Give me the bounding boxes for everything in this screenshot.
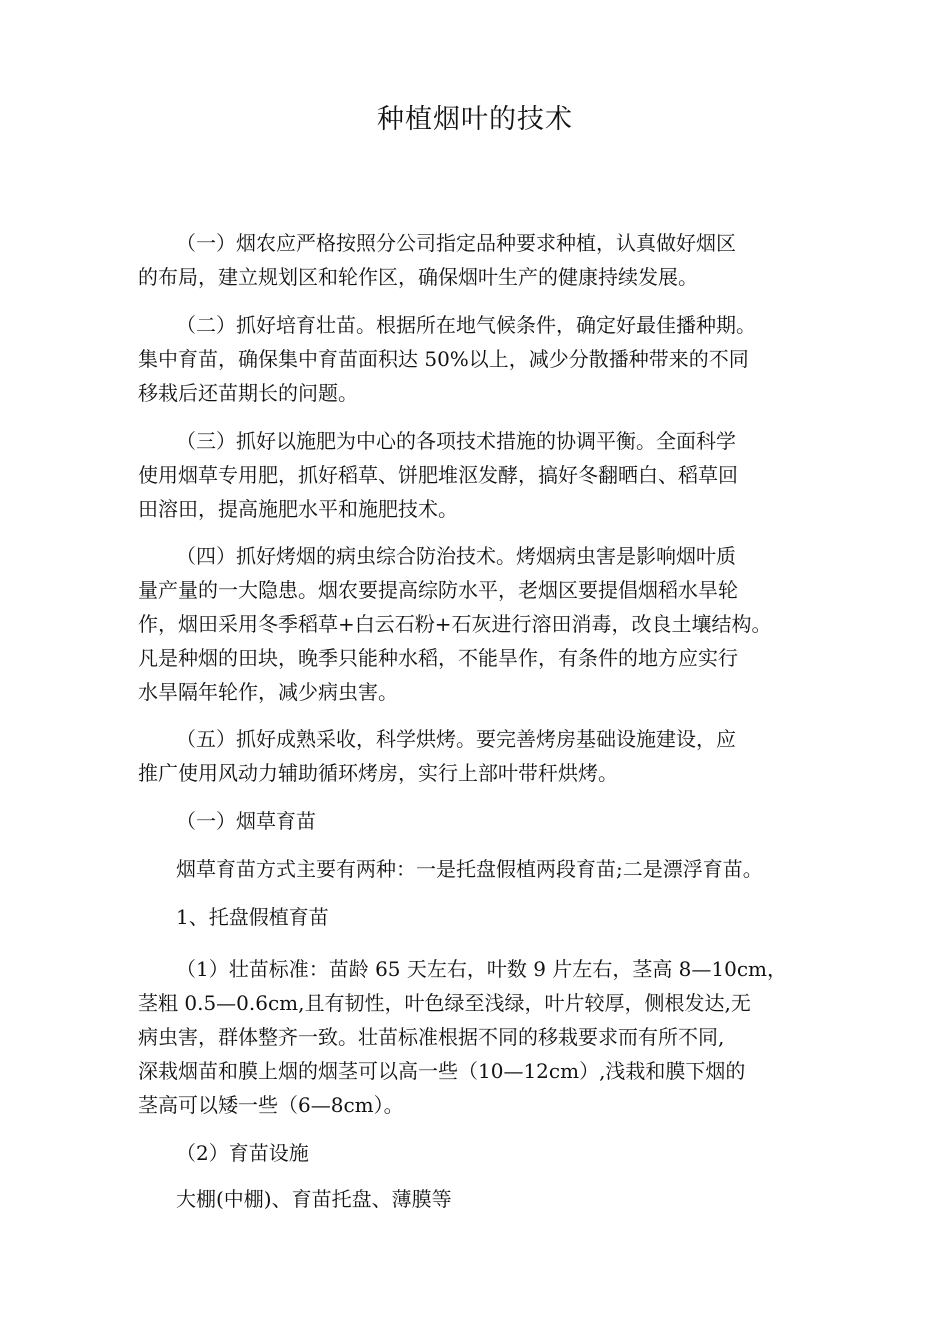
document-title: 种植烟叶的技术 xyxy=(377,104,573,135)
paragraph-3 xyxy=(138,424,838,526)
paragraph-line: （一）烟草育苗 xyxy=(176,809,316,833)
paragraph-line: 田溶田，提高施肥水平和施肥技术。 xyxy=(138,497,458,521)
paragraph-line: 水旱隔年轮作，减少病虫害。 xyxy=(138,680,398,704)
paragraph-line: 深栽烟苗和膜上烟的烟茎可以高一些（10—12cm）,浅栽和膜下烟的 xyxy=(138,1059,746,1083)
paragraph-line: （二）抓好培育壮苗。根据所在地气候条件，确定好最佳播种期。 xyxy=(176,313,756,337)
paragraph-line: 1、托盘假植育苗 xyxy=(176,905,329,929)
paragraph-line: 量产量的一大隐患。烟农要提高综防水平，老烟区要提倡烟稻水旱轮 xyxy=(138,578,738,602)
paragraph-line: 茎高可以矮一些（6—8cm）。 xyxy=(138,1093,404,1117)
paragraph-line: 集中育苗，确保集中育苗面积达 50%以上，减少分散播种带来的不同 xyxy=(138,347,749,371)
paragraph-line: （一）烟农应严格按照分公司指定品种要求种植，认真做好烟区 xyxy=(176,231,736,255)
paragraph-1 xyxy=(138,226,838,294)
paragraph-2 xyxy=(138,308,838,410)
paragraph-line: （五）抓好成熟采收，科学烘烤。要完善烤房基础设施建设，应 xyxy=(176,727,736,751)
paragraph-line: 推广使用风动力辅助循环烤房，实行上部叶带秆烘烤。 xyxy=(138,761,618,785)
paragraph-4 xyxy=(138,539,838,709)
paragraph-line: （1）壮苗标准：苗龄 65 天左右，叶数 9 片左右，茎高 8—10cm， xyxy=(176,957,788,981)
paragraph-line: 烟草育苗方式主要有两种：一是托盘假植两段育苗;二是漂浮育苗。 xyxy=(176,857,763,881)
subheading-seedling-facilities xyxy=(138,1136,838,1170)
paragraph-line: 茎粗 0.5—0.6cm,且有韧性，叶色绿至浅绿，叶片较厚，侧根发达,无 xyxy=(138,991,751,1015)
paragraph-strong-seedling-standard xyxy=(138,952,838,1122)
paragraph-line: 凡是种烟的田块，晚季只能种水稻，不能旱作，有条件的地方应实行 xyxy=(138,646,738,670)
paragraph-seedling-methods xyxy=(138,852,838,886)
paragraph-line: 的布局，建立规划区和轮作区，确保烟叶生产的健康持续发展。 xyxy=(138,265,698,289)
paragraph-line: （四）抓好烤烟的病虫综合防治技术。烤烟病虫害是影响烟叶质 xyxy=(176,544,736,568)
paragraph-line: （三）抓好以施肥为中心的各项技术措施的协调平衡。全面科学 xyxy=(176,429,736,453)
paragraph-facilities-list xyxy=(138,1182,838,1216)
paragraph-line: 大棚(中棚)、育苗托盘、薄膜等 xyxy=(176,1187,452,1211)
paragraph-line: 使用烟草专用肥，抓好稻草、饼肥堆沤发酵，搞好冬翻晒白、稻草回 xyxy=(138,463,738,487)
section-heading-tobacco-seedling xyxy=(138,804,838,838)
subheading-tray-seedling xyxy=(138,900,838,934)
paragraph-5 xyxy=(138,722,838,790)
paragraph-line: 病虫害，群体整齐一致。壮苗标准根据不同的移栽要求而有所不同, xyxy=(138,1025,725,1049)
paragraph-line: 作，烟田采用冬季稻草+白云石粉+石灰进行溶田消毒，改良土壤结构。 xyxy=(138,612,772,636)
paragraph-line: （2）育苗设施 xyxy=(176,1141,309,1165)
paragraph-line: 移栽后还苗期长的问题。 xyxy=(138,381,358,405)
